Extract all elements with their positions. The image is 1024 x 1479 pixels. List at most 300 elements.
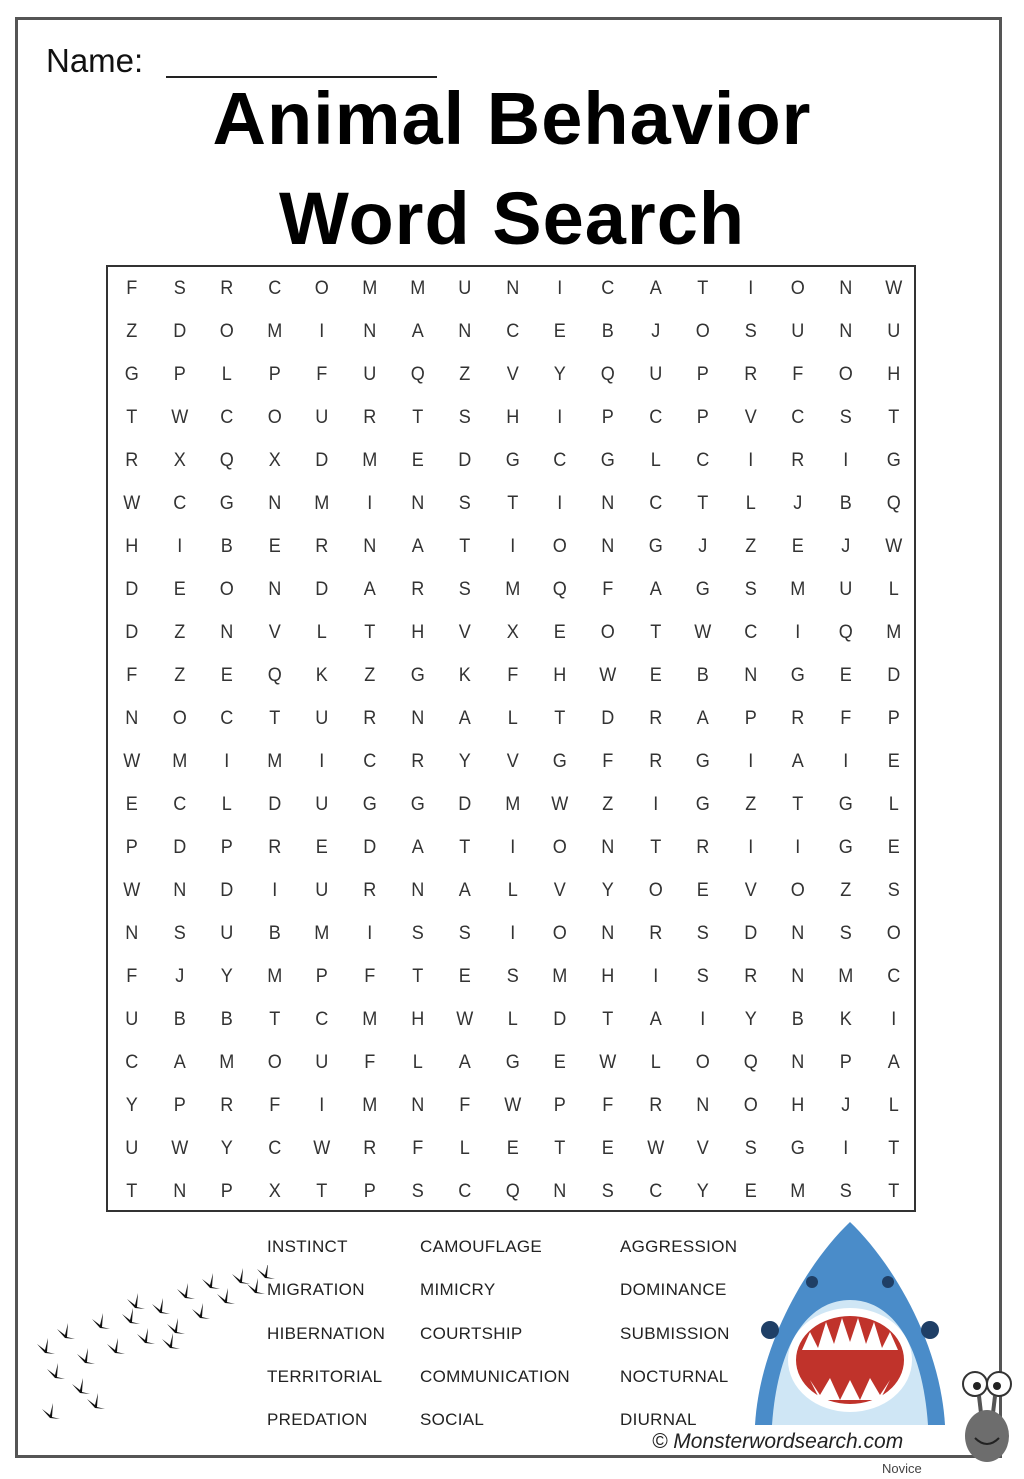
grid-letter[interactable]: S <box>887 880 900 901</box>
grid-letter[interactable]: I <box>748 751 754 772</box>
grid-letter[interactable]: N <box>839 321 853 342</box>
grid-letter[interactable]: P <box>839 1052 852 1073</box>
grid-letter[interactable]: N <box>696 1095 710 1116</box>
grid-letter[interactable]: R <box>410 579 424 600</box>
grid-letter[interactable]: R <box>648 1095 662 1116</box>
grid-letter[interactable]: S <box>744 1138 757 1159</box>
grid-letter[interactable]: N <box>553 1181 567 1202</box>
grid-letter[interactable]: W <box>599 665 617 686</box>
grid-letter[interactable]: F <box>507 665 519 686</box>
grid-letter[interactable]: E <box>649 665 662 686</box>
grid-letter[interactable]: D <box>458 450 472 471</box>
grid-letter[interactable]: O <box>791 880 806 901</box>
grid-letter[interactable]: U <box>458 278 472 299</box>
grid-letter[interactable]: E <box>601 1138 614 1159</box>
grid-letter[interactable]: U <box>315 708 329 729</box>
grid-letter[interactable]: D <box>601 708 615 729</box>
grid-letter[interactable]: Y <box>220 1138 234 1159</box>
grid-letter[interactable]: V <box>554 880 567 901</box>
grid-letter[interactable]: R <box>315 536 329 557</box>
grid-letter[interactable]: O <box>648 880 663 901</box>
grid-letter[interactable]: R <box>744 364 758 385</box>
grid-letter[interactable]: O <box>695 321 711 342</box>
grid-letter[interactable]: C <box>648 1181 662 1202</box>
grid-letter[interactable]: B <box>839 493 852 514</box>
grid-letter[interactable]: C <box>648 407 662 428</box>
grid-letter[interactable]: S <box>696 966 710 987</box>
grid-letter[interactable]: R <box>363 1138 377 1159</box>
grid-letter[interactable]: O <box>267 407 282 428</box>
grid-letter[interactable]: L <box>507 708 518 729</box>
grid-letter[interactable]: M <box>409 278 425 299</box>
grid-letter[interactable]: G <box>410 794 425 815</box>
grid-letter[interactable]: L <box>507 1009 518 1030</box>
grid-letter[interactable]: M <box>219 1052 235 1073</box>
grid-letter[interactable]: T <box>649 622 661 643</box>
grid-letter[interactable]: G <box>648 536 663 557</box>
grid-letter[interactable]: H <box>553 665 567 686</box>
grid-letter[interactable]: H <box>125 536 139 557</box>
grid-letter[interactable]: I <box>748 450 754 471</box>
grid-letter[interactable]: R <box>648 708 662 729</box>
grid-letter[interactable]: B <box>220 536 234 557</box>
grid-letter[interactable]: B <box>696 665 710 686</box>
grid-letter[interactable]: P <box>316 966 329 987</box>
grid-letter[interactable]: L <box>745 493 756 514</box>
grid-letter[interactable]: V <box>506 364 519 385</box>
grid-letter[interactable]: W <box>646 1138 664 1159</box>
grid-letter[interactable]: I <box>652 794 658 815</box>
grid-letter[interactable]: T <box>792 794 804 815</box>
grid-letter[interactable]: K <box>839 1009 852 1030</box>
grid-letter[interactable]: N <box>268 579 282 600</box>
grid-letter[interactable]: W <box>694 622 712 643</box>
grid-letter[interactable]: B <box>601 321 614 342</box>
grid-letter[interactable]: I <box>748 837 754 858</box>
grid-letter[interactable]: M <box>505 794 521 815</box>
grid-letter[interactable]: I <box>510 536 516 557</box>
grid-letter[interactable]: T <box>269 1009 281 1030</box>
grid-letter[interactable]: U <box>125 1138 139 1159</box>
grid-letter[interactable]: R <box>696 837 710 858</box>
grid-letter[interactable]: T <box>602 1009 614 1030</box>
grid-letter[interactable]: R <box>648 751 662 772</box>
grid-letter[interactable]: I <box>700 1009 706 1030</box>
grid-letter[interactable]: S <box>458 923 472 944</box>
grid-letter[interactable]: S <box>744 321 757 342</box>
grid-letter[interactable]: C <box>315 1009 329 1030</box>
grid-letter[interactable]: A <box>649 579 662 600</box>
grid-letter[interactable]: F <box>126 966 138 987</box>
grid-letter[interactable]: R <box>363 407 377 428</box>
grid-letter[interactable]: A <box>649 1009 662 1030</box>
grid-letter[interactable]: D <box>315 450 329 471</box>
grid-letter[interactable]: A <box>411 536 424 557</box>
grid-letter[interactable]: G <box>791 1138 806 1159</box>
grid-letter[interactable]: U <box>315 794 329 815</box>
grid-letter[interactable]: B <box>173 1009 186 1030</box>
grid-letter[interactable]: C <box>125 1052 139 1073</box>
grid-letter[interactable]: C <box>172 794 186 815</box>
grid-letter[interactable]: A <box>696 708 710 729</box>
grid-letter[interactable]: A <box>458 880 472 901</box>
grid-letter[interactable]: A <box>411 837 424 858</box>
grid-letter[interactable]: N <box>410 493 424 514</box>
grid-letter[interactable]: N <box>744 665 758 686</box>
grid-letter[interactable]: E <box>458 966 472 987</box>
grid-letter[interactable]: E <box>506 1138 519 1159</box>
grid-letter[interactable]: E <box>125 794 138 815</box>
grid-letter[interactable]: O <box>838 364 853 385</box>
grid-letter[interactable]: U <box>791 321 805 342</box>
grid-letter[interactable]: Q <box>267 665 282 686</box>
grid-letter[interactable]: C <box>601 278 615 299</box>
grid-letter[interactable]: E <box>792 536 805 557</box>
grid-letter[interactable]: F <box>602 579 614 600</box>
grid-letter[interactable]: X <box>268 1181 281 1202</box>
grid-letter[interactable]: M <box>362 278 378 299</box>
grid-letter[interactable]: O <box>886 923 901 944</box>
grid-letter[interactable]: D <box>125 622 139 643</box>
grid-letter[interactable]: U <box>886 321 900 342</box>
grid-letter[interactable]: S <box>601 1181 614 1202</box>
grid-letter[interactable]: F <box>126 665 138 686</box>
grid-letter[interactable]: L <box>888 794 899 815</box>
grid-letter[interactable]: E <box>554 622 567 643</box>
grid-letter[interactable]: O <box>267 1052 282 1073</box>
grid-letter[interactable]: W <box>504 1095 522 1116</box>
grid-letter[interactable]: F <box>269 1095 281 1116</box>
grid-letter[interactable]: D <box>458 794 472 815</box>
grid-letter[interactable]: Z <box>745 536 757 557</box>
grid-letter[interactable]: Q <box>410 364 425 385</box>
grid-letter[interactable]: S <box>458 493 472 514</box>
grid-letter[interactable]: S <box>411 1181 424 1202</box>
grid-letter[interactable]: M <box>838 966 854 987</box>
grid-letter[interactable]: S <box>744 579 757 600</box>
grid-letter[interactable]: O <box>553 837 568 858</box>
grid-letter[interactable]: L <box>507 880 518 901</box>
grid-letter[interactable]: T <box>269 708 281 729</box>
grid-letter[interactable]: C <box>744 622 758 643</box>
grid-letter[interactable]: H <box>886 364 900 385</box>
grid-letter[interactable]: P <box>696 364 710 385</box>
grid-letter[interactable]: G <box>838 837 853 858</box>
grid-letter[interactable]: A <box>173 1052 186 1073</box>
grid-letter[interactable]: S <box>173 923 186 944</box>
grid-letter[interactable]: T <box>649 837 661 858</box>
grid-letter[interactable]: C <box>268 278 282 299</box>
grid-letter[interactable]: T <box>316 1181 328 1202</box>
grid-letter[interactable]: G <box>600 450 615 471</box>
grid-letter[interactable]: B <box>792 1009 805 1030</box>
grid-letter[interactable]: F <box>602 1095 614 1116</box>
grid-letter[interactable]: C <box>886 966 900 987</box>
grid-letter[interactable]: B <box>268 923 281 944</box>
grid-letter[interactable]: H <box>601 966 615 987</box>
grid-letter[interactable]: I <box>795 837 801 858</box>
grid-letter[interactable]: P <box>363 1181 376 1202</box>
grid-letter[interactable]: E <box>554 321 567 342</box>
grid-letter[interactable]: I <box>557 493 563 514</box>
grid-letter[interactable]: D <box>220 880 234 901</box>
grid-letter[interactable]: S <box>411 923 424 944</box>
grid-letter[interactable]: N <box>363 321 377 342</box>
grid-letter[interactable]: H <box>506 407 520 428</box>
grid-letter[interactable]: P <box>268 364 281 385</box>
grid-letter[interactable]: I <box>843 450 849 471</box>
grid-letter[interactable]: O <box>791 278 806 299</box>
grid-letter[interactable]: O <box>743 1095 758 1116</box>
grid-letter[interactable]: U <box>315 1052 329 1073</box>
grid-letter[interactable]: D <box>553 1009 567 1030</box>
grid-letter[interactable]: O <box>695 1052 711 1073</box>
grid-letter[interactable]: Z <box>840 880 852 901</box>
grid-letter[interactable]: X <box>173 450 186 471</box>
grid-letter[interactable]: D <box>172 321 186 342</box>
grid-letter[interactable]: L <box>221 364 233 385</box>
grid-letter[interactable]: I <box>367 923 373 944</box>
grid-letter[interactable]: R <box>791 450 805 471</box>
grid-letter[interactable]: E <box>411 450 424 471</box>
grid-letter[interactable]: N <box>506 278 520 299</box>
grid-letter[interactable]: G <box>553 751 568 772</box>
grid-letter[interactable]: W <box>551 794 569 815</box>
grid-letter[interactable]: O <box>553 923 568 944</box>
grid-letter[interactable]: A <box>458 1052 472 1073</box>
grid-letter[interactable]: V <box>696 1138 710 1159</box>
grid-letter[interactable]: B <box>220 1009 234 1030</box>
grid-letter[interactable]: G <box>219 493 235 514</box>
grid-letter[interactable]: N <box>410 708 424 729</box>
grid-letter[interactable]: A <box>363 579 376 600</box>
grid-letter[interactable]: C <box>458 1181 472 1202</box>
grid-letter[interactable]: D <box>886 665 900 686</box>
grid-letter[interactable]: L <box>888 579 899 600</box>
grid-letter[interactable]: E <box>173 579 186 600</box>
grid-letter[interactable]: U <box>315 880 329 901</box>
grid-letter[interactable]: U <box>315 407 329 428</box>
grid-letter[interactable]: O <box>600 622 615 643</box>
grid-letter[interactable]: I <box>272 880 278 901</box>
grid-letter[interactable]: C <box>268 1138 282 1159</box>
grid-letter[interactable]: W <box>170 407 188 428</box>
grid-letter[interactable]: Q <box>838 622 853 643</box>
grid-letter[interactable]: I <box>367 493 373 514</box>
grid-letter[interactable]: J <box>698 536 708 557</box>
grid-letter[interactable]: N <box>839 278 853 299</box>
grid-letter[interactable]: M <box>505 579 521 600</box>
grid-letter[interactable]: F <box>364 1052 376 1073</box>
grid-letter[interactable]: R <box>220 1095 234 1116</box>
grid-letter[interactable]: C <box>172 493 186 514</box>
grid-letter[interactable]: F <box>364 966 376 987</box>
grid-letter[interactable]: I <box>557 407 563 428</box>
grid-letter[interactable]: J <box>793 493 803 514</box>
grid-letter[interactable]: M <box>885 622 901 643</box>
grid-letter[interactable]: N <box>791 1052 805 1073</box>
grid-letter[interactable]: G <box>505 450 520 471</box>
grid-letter[interactable]: S <box>839 407 852 428</box>
grid-letter[interactable]: E <box>268 536 281 557</box>
grid-letter[interactable]: P <box>601 407 614 428</box>
grid-letter[interactable]: Q <box>600 364 615 385</box>
grid-letter[interactable]: G <box>886 450 901 471</box>
grid-letter[interactable]: F <box>126 278 138 299</box>
grid-letter[interactable]: E <box>887 751 900 772</box>
grid-letter[interactable]: Y <box>125 1095 138 1116</box>
grid-letter[interactable]: C <box>553 450 567 471</box>
grid-letter[interactable]: I <box>843 751 849 772</box>
grid-letter[interactable]: D <box>268 794 282 815</box>
grid-letter[interactable]: I <box>176 536 182 557</box>
grid-letter[interactable]: P <box>220 837 234 858</box>
grid-letter[interactable]: W <box>456 1009 474 1030</box>
grid-letter[interactable]: S <box>839 923 852 944</box>
grid-letter[interactable]: F <box>602 751 614 772</box>
grid-letter[interactable]: I <box>748 278 754 299</box>
grid-letter[interactable]: Y <box>554 364 567 385</box>
grid-letter[interactable]: P <box>887 708 900 729</box>
grid-letter[interactable]: E <box>839 665 852 686</box>
grid-letter[interactable]: N <box>601 837 615 858</box>
grid-letter[interactable]: M <box>314 923 330 944</box>
grid-letter[interactable]: D <box>172 837 186 858</box>
grid-letter[interactable]: T <box>411 407 423 428</box>
grid-letter[interactable]: S <box>458 407 472 428</box>
grid-letter[interactable]: M <box>267 751 283 772</box>
grid-letter[interactable]: O <box>172 708 187 729</box>
grid-letter[interactable]: Q <box>886 493 901 514</box>
word-search-grid[interactable] <box>106 265 916 1212</box>
grid-letter[interactable]: L <box>459 1138 471 1159</box>
grid-letter[interactable]: I <box>652 966 658 987</box>
grid-letter[interactable]: U <box>220 923 234 944</box>
grid-letter[interactable]: N <box>791 923 805 944</box>
grid-letter[interactable]: W <box>123 880 141 901</box>
grid-letter[interactable]: T <box>459 837 471 858</box>
grid-letter[interactable]: H <box>410 1009 424 1030</box>
grid-letter[interactable]: N <box>410 1095 424 1116</box>
grid-letter[interactable]: M <box>790 1181 806 1202</box>
grid-letter[interactable]: G <box>838 794 853 815</box>
grid-letter[interactable]: T <box>364 622 376 643</box>
grid-letter[interactable]: I <box>557 278 563 299</box>
grid-letter[interactable]: R <box>744 966 758 987</box>
grid-letter[interactable]: W <box>123 751 141 772</box>
grid-letter[interactable]: U <box>363 364 377 385</box>
grid-letter[interactable]: Q <box>553 579 568 600</box>
grid-letter[interactable]: G <box>505 1052 520 1073</box>
grid-letter[interactable]: U <box>839 579 853 600</box>
grid-letter[interactable]: H <box>791 1095 805 1116</box>
grid-letter[interactable]: A <box>649 278 662 299</box>
grid-letter[interactable]: A <box>411 321 424 342</box>
grid-letter[interactable]: F <box>316 364 328 385</box>
grid-letter[interactable]: N <box>601 923 615 944</box>
grid-letter[interactable]: N <box>172 1181 186 1202</box>
grid-letter[interactable]: G <box>410 665 425 686</box>
grid-letter[interactable]: V <box>744 880 757 901</box>
grid-letter[interactable]: U <box>648 364 662 385</box>
grid-letter[interactable]: I <box>224 751 230 772</box>
grid-letter[interactable]: D <box>125 579 139 600</box>
grid-letter[interactable]: T <box>554 1138 566 1159</box>
grid-letter[interactable]: V <box>458 622 472 643</box>
grid-letter[interactable]: M <box>790 579 806 600</box>
grid-letter[interactable]: O <box>219 321 235 342</box>
grid-letter[interactable]: N <box>363 536 377 557</box>
grid-letter[interactable]: T <box>697 493 709 514</box>
grid-letter[interactable]: X <box>268 450 281 471</box>
grid-letter[interactable]: Z <box>173 665 185 686</box>
grid-letter[interactable]: R <box>648 923 662 944</box>
grid-letter[interactable]: I <box>319 321 325 342</box>
grid-letter[interactable]: T <box>887 407 899 428</box>
grid-letter[interactable]: L <box>650 450 661 471</box>
grid-letter[interactable]: L <box>317 622 328 643</box>
grid-letter[interactable]: J <box>841 1095 851 1116</box>
grid-letter[interactable]: C <box>506 321 520 342</box>
grid-letter[interactable]: N <box>172 880 186 901</box>
grid-letter[interactable]: E <box>696 880 710 901</box>
grid-letter[interactable]: T <box>697 278 709 299</box>
grid-letter[interactable]: O <box>219 579 235 600</box>
grid-letter[interactable]: I <box>319 751 325 772</box>
grid-letter[interactable]: P <box>696 407 710 428</box>
grid-letter[interactable]: K <box>458 665 472 686</box>
grid-letter[interactable]: M <box>362 1095 378 1116</box>
grid-letter[interactable]: M <box>314 493 330 514</box>
grid-letter[interactable]: P <box>554 1095 567 1116</box>
grid-letter[interactable]: L <box>650 1052 661 1073</box>
grid-letter[interactable]: T <box>126 1181 138 1202</box>
grid-letter[interactable]: A <box>458 708 472 729</box>
grid-letter[interactable]: F <box>840 708 852 729</box>
grid-letter[interactable]: M <box>171 751 187 772</box>
grid-letter[interactable]: M <box>362 450 378 471</box>
grid-letter[interactable]: Q <box>219 450 235 471</box>
grid-letter[interactable]: Z <box>745 794 757 815</box>
grid-letter[interactable]: G <box>362 794 377 815</box>
grid-letter[interactable]: C <box>791 407 805 428</box>
grid-letter[interactable]: Z <box>173 622 185 643</box>
grid-letter[interactable]: N <box>125 923 139 944</box>
grid-letter[interactable]: Y <box>696 1181 710 1202</box>
grid-letter[interactable]: V <box>506 751 519 772</box>
grid-letter[interactable]: E <box>887 837 900 858</box>
grid-letter[interactable]: C <box>220 708 234 729</box>
grid-letter[interactable]: N <box>410 880 424 901</box>
grid-letter[interactable]: Y <box>220 966 234 987</box>
grid-letter[interactable]: L <box>412 1052 423 1073</box>
grid-letter[interactable]: E <box>744 1181 757 1202</box>
grid-letter[interactable]: M <box>267 321 283 342</box>
grid-letter[interactable]: G <box>791 665 806 686</box>
grid-letter[interactable]: T <box>887 1138 899 1159</box>
grid-letter[interactable]: W <box>884 278 902 299</box>
grid-letter[interactable]: V <box>268 622 281 643</box>
grid-letter[interactable]: C <box>696 450 710 471</box>
grid-letter[interactable]: J <box>650 321 660 342</box>
grid-letter[interactable]: P <box>173 1095 186 1116</box>
grid-letter[interactable]: N <box>601 493 615 514</box>
grid-letter[interactable]: I <box>510 837 516 858</box>
grid-letter[interactable]: C <box>648 493 662 514</box>
grid-letter[interactable]: P <box>744 708 757 729</box>
grid-letter[interactable]: J <box>174 966 184 987</box>
grid-letter[interactable]: R <box>363 880 377 901</box>
